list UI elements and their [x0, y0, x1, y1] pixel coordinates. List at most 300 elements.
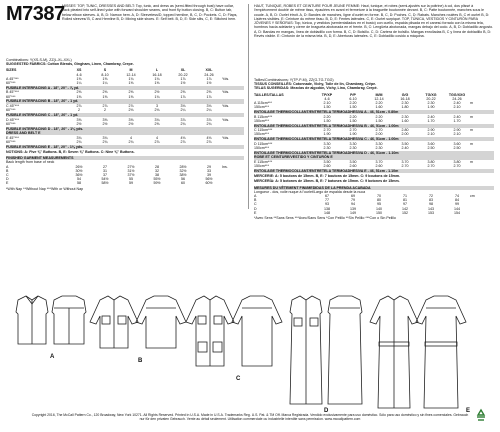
left-unit: Yds.: [222, 117, 230, 122]
left-finished-cell: 29: [207, 164, 211, 169]
left-finished-cell: 38½: [179, 173, 187, 178]
right-finished-unit: [470, 211, 484, 215]
right-finished-title: MESURES DU VÊTEMENT FINI/MEDIDAS DE LA PRENDA ACABADA: [254, 186, 494, 190]
left-cell: 2¾: [180, 121, 186, 126]
left-cell: 2: [78, 108, 80, 113]
left-cell: 2½: [102, 121, 108, 126]
right-cell: 2.60: [349, 164, 357, 169]
left-unit: [222, 122, 236, 126]
right-cell: 1.50: [323, 105, 331, 110]
right-cell: 3.50: [349, 160, 357, 165]
right-cell: 2.00: [401, 132, 409, 137]
right-finished-cell: 74: [455, 194, 459, 199]
right-finished-label: D: [254, 206, 257, 211]
right-cell: 2.20: [323, 114, 331, 119]
right-row-label: E 115cm***: [254, 160, 273, 165]
left-cell: 1⅝: [76, 76, 82, 81]
view-label-e: E: [466, 408, 471, 414]
left-cell: 3: [156, 104, 158, 109]
left-cell: 1⅜: [154, 81, 160, 86]
right-cell: 2.30: [401, 114, 409, 119]
left-cell: 3⅛: [206, 104, 212, 109]
right-cell: 1.50: [349, 105, 357, 110]
left-yardage-row: [6, 81, 244, 85]
right-cell: 1.90: [427, 105, 435, 110]
left-size-3: L: [155, 68, 159, 73]
right-unit: m: [470, 141, 473, 146]
left-finished-title: FINISHED GARMENT MEASUREMENTS: [6, 156, 244, 160]
left-cell: 1¼: [76, 81, 82, 86]
right-cell: 2.50: [427, 146, 435, 151]
right-unit: m: [470, 128, 473, 133]
right-row-label: 150cm***: [254, 164, 269, 169]
left-finished-cell: 58½: [101, 181, 109, 186]
left-cell: 2⅜: [76, 90, 82, 95]
left-cell: 2⅝: [180, 90, 186, 95]
left-nap-note: *With Nap **Without Nap ***With or Without Nap: [6, 186, 84, 191]
view-b-front-drawing: [90, 296, 138, 348]
pattern-number: M7387: [6, 3, 65, 25]
right-cell: 2.40: [453, 114, 461, 119]
right-unit: m: [470, 114, 473, 119]
right-finished-cell: 79: [351, 198, 355, 203]
left-cell: 3¾: [76, 135, 82, 140]
right-cell: 2.40: [427, 114, 435, 119]
right-cell: 2.30: [323, 146, 331, 151]
right-finished-cell: 93: [325, 202, 329, 207]
left-band-row: DRESS AND BELT E: [6, 131, 244, 135]
left-finished-cell: 30½: [75, 168, 83, 173]
right-yardage-row: [254, 119, 494, 123]
right-size-3: G/G: [401, 92, 409, 97]
right-yardage-row: [254, 164, 494, 168]
view-a-back-drawing: [52, 296, 86, 344]
left-finished-cell: 27½: [127, 164, 135, 169]
left-cell: 2⅛: [154, 108, 160, 113]
right-finished-label: A: [254, 194, 257, 199]
right-cell: 3.80: [427, 160, 435, 165]
right-unit: [470, 105, 484, 109]
left-finished-cell: 32½: [179, 168, 187, 173]
left-finished-cell: 55: [129, 177, 133, 182]
left-finished-cell: 37: [103, 173, 107, 178]
right-unit: m: [470, 160, 473, 165]
left-unit: Yds.: [222, 135, 230, 140]
right-finished-cell: 97: [403, 202, 407, 207]
left-row-label: 60"***: [6, 94, 16, 99]
left-cell: 1½: [180, 81, 186, 86]
right-cell: 2.50: [453, 146, 461, 151]
right-size-sub-1: 6-10: [349, 96, 357, 101]
left-cell: 3⅝: [76, 117, 82, 122]
view-e-back-drawing: [416, 296, 466, 408]
left-cell: 2¾: [102, 140, 108, 145]
left-cell: 1⅝: [102, 94, 108, 99]
view-b-back-drawing: [136, 296, 186, 348]
right-cell: 2.20: [349, 114, 357, 119]
right-cell: 2.90: [453, 128, 461, 133]
left-cell: 3¾: [154, 117, 160, 122]
left-cell: 1⅞: [206, 94, 212, 99]
left-unit: [222, 140, 236, 144]
right-row-label: A 115cm***: [254, 101, 272, 106]
right-cell: 1.70: [427, 118, 435, 123]
right-band-row: ENTOILAGE THERMOCOLLANT/ENTRETELA TERMOADHESIVA A - 46, 51cm - 0.80m: [254, 110, 494, 114]
right-metrage-table: [254, 78, 494, 220]
right-finished-cell: 95: [377, 202, 381, 207]
left-finished-unit: Ins.: [222, 164, 228, 169]
right-cell: 2.60: [323, 164, 331, 169]
left-unit: Yds.: [222, 104, 230, 109]
right-cell: 3.60: [453, 141, 461, 146]
left-unit: Yds.: [222, 76, 230, 81]
view-label-c: C: [236, 376, 241, 382]
right-unit: [470, 119, 484, 123]
right-row-label: 150cm***: [254, 118, 269, 123]
left-cell: 4: [130, 135, 132, 140]
left-fabrics: SUGGESTED FABRICS: Cotton Blends, Gingham, Linen, Chambray, Crepe.: [6, 62, 134, 67]
right-finished-cell: 152: [402, 210, 408, 215]
right-band-row: ROBE ET CEINTURE/VESTIDO Y CINTURÓN E: [254, 155, 494, 159]
left-finished-cell: 39: [207, 173, 211, 178]
right-finished-cell: 138: [324, 206, 330, 211]
right-finished-cell: 70: [377, 194, 381, 199]
left-cell: 2¾: [128, 140, 134, 145]
left-cell: 2⅞: [128, 104, 134, 109]
left-yardage-row: [6, 95, 244, 99]
right-row-label: 150cm***: [254, 146, 269, 151]
left-finished-label: C: [6, 173, 9, 178]
right-cell: 2.10: [453, 132, 461, 137]
column-divider: [248, 4, 249, 209]
right-cell: 2.30: [427, 101, 435, 106]
right-finished-cell: 72: [429, 194, 433, 199]
technical-drawings: [0, 292, 500, 414]
right-unit: [470, 164, 484, 168]
view-d-front-drawing: [290, 296, 322, 404]
left-band-row: FUSIBLE INTERFACING C - 18", 20" - 1 yd.: [6, 113, 244, 117]
right-cell: 2.70: [427, 164, 435, 169]
right-finished-cell: 83: [429, 198, 433, 203]
left-finished-label: E: [6, 181, 9, 186]
left-cell: 2: [104, 108, 106, 113]
right-cell: 2.30: [375, 146, 383, 151]
right-cell: 2.90: [427, 128, 435, 133]
right-finished-cell: 153: [428, 210, 434, 215]
left-cell: 2¼: [206, 108, 212, 113]
left-size-sub-0: 4-6: [76, 72, 82, 77]
left-size-sub-4: 20-22: [178, 72, 188, 77]
left-combinations: Combinations: Y(XS-S-M), ZZ(L-XL-XXL): [6, 58, 72, 62]
left-size-sub-1: 8-10: [101, 72, 109, 77]
right-size-sub-2: 12-14: [374, 96, 384, 101]
right-size-1: P/P: [350, 92, 356, 97]
left-finished-label: A: [6, 164, 9, 169]
right-cell: 2.80: [401, 128, 409, 133]
right-cell: 3.70: [375, 160, 383, 165]
left-band-row: FUSIBLE INTERFACING A - 18", 20" - ⅞ yd.: [6, 86, 244, 90]
right-cell: 2.70: [349, 128, 357, 133]
left-cell: 1⅝: [102, 76, 108, 81]
left-row-label: 60"***: [6, 81, 16, 86]
left-finished-label: B: [6, 168, 9, 173]
right-unit: [470, 146, 484, 150]
right-cell: 3.30: [349, 141, 357, 146]
right-cell: 1.70: [453, 118, 461, 123]
left-row-label: A 45"***: [6, 76, 19, 81]
right-cell: 2.20: [349, 101, 357, 106]
right-size-sub-3: 16-18: [400, 96, 410, 101]
right-cell: 1.50: [375, 118, 383, 123]
left-cell: 4⅛: [180, 135, 186, 140]
right-finished-cell: 149: [350, 210, 356, 215]
left-row-label: 60"***: [6, 121, 16, 126]
left-size-2: M: [129, 68, 133, 73]
right-cell: 2.10: [453, 105, 461, 110]
left-cell: 2¾: [76, 140, 82, 145]
right-cell: 3.60: [427, 141, 435, 146]
left-finished-cell: 56: [181, 177, 185, 182]
right-cell: 2.40: [401, 146, 409, 151]
left-cell: 1⅝: [128, 94, 134, 99]
left-cell: 1⅜: [128, 81, 134, 86]
right-finished-cell: 84: [455, 198, 459, 203]
right-cell: 1.90: [349, 132, 357, 137]
right-finished-row: [254, 211, 494, 215]
left-unit: [222, 95, 236, 99]
left-cell: 2¼: [180, 108, 186, 113]
right-unit: [470, 132, 484, 136]
right-size-sub-5: 24-26: [452, 96, 462, 101]
left-band-row: FUSIBLE INTERFACING E - 18", 20" - 1⅛ yds.: [6, 145, 244, 149]
left-band-row: FUSIBLE INTERFACING B - 18", 20" - 1 yd.: [6, 99, 244, 103]
left-row-label: 60"***: [6, 140, 16, 145]
right-finished-cell: 77: [325, 198, 329, 203]
right-finished-cell: 67: [325, 194, 329, 199]
left-finished-cell: 31½: [127, 168, 135, 173]
right-finished-cell: 140: [376, 206, 382, 211]
right-notions: MERCERÍA: A: 5 botones de 15mm. B, E: 7 botones de 15mm. C: 9 botones de 15mm.: [254, 179, 400, 184]
right-cell: 1.90: [323, 132, 331, 137]
right-size-sub-4: 20-22: [426, 96, 436, 101]
left-finished-row: [6, 181, 244, 185]
left-unit: [222, 81, 236, 85]
right-finished-cell: 148: [324, 210, 330, 215]
left-notions: NOTIONS: A: Five ⅝" Buttons. B, E: Seven ⅝" Buttons. C: Nine ⅝" Buttons.: [6, 150, 135, 155]
left-size-4: XL: [180, 68, 186, 73]
right-finished-cell: 144: [454, 206, 460, 211]
right-size-2: M/M: [375, 92, 383, 97]
left-cell: 2⅛: [128, 108, 134, 113]
right-size-5: TGG/XXG: [448, 92, 466, 97]
left-size-sub-3: 16-18: [152, 72, 162, 77]
right-cell: 2.20: [375, 114, 383, 119]
right-row-label: C 115cm***: [254, 128, 273, 133]
left-row-label: 60"***: [6, 108, 16, 113]
left-yardage-row: [6, 140, 244, 144]
left-finished-cell: 26½: [75, 164, 83, 169]
left-cell: 3⅛: [180, 104, 186, 109]
recycle-icon: [474, 408, 488, 422]
right-band-row: ENTOILAGE THERMOCOLLANT/ENTRETELA TERMOADHESIVA B - 46, 51cm - 1.00m: [254, 124, 494, 128]
left-cell: 2⅞: [180, 140, 186, 145]
left-cell: 2⅝: [154, 121, 160, 126]
right-cell: 2.10: [427, 132, 435, 137]
left-cell: 3⅝: [128, 117, 134, 122]
left-yardage-table: [6, 58, 244, 191]
right-row-label: D 115cm***: [254, 141, 273, 146]
view-a-front-drawing: [16, 296, 48, 344]
left-cell: 3¾: [102, 135, 108, 140]
left-finished-cell: 59½: [153, 181, 161, 186]
right-size-4: TG/XG: [425, 92, 437, 97]
left-finished-cell: 56½: [205, 177, 213, 182]
left-cell: 1⅞: [206, 76, 212, 81]
right-cell: 1.50: [323, 118, 331, 123]
right-cell: 2.10: [323, 101, 331, 106]
left-finished-cell: 33: [207, 168, 211, 173]
left-finished-cell: 54½: [101, 177, 109, 182]
right-cell: 2.70: [323, 128, 331, 133]
left-cell: 2⅜: [128, 90, 134, 95]
left-cell: 1¼: [102, 81, 108, 86]
view-label-a: A: [50, 354, 55, 360]
right-cell: 3.30: [375, 141, 383, 146]
left-finished-cell: 37½: [127, 173, 135, 178]
right-row-label: 150cm***: [254, 105, 269, 110]
right-band-row: ENTOILAGE THERMOCOLLANT/ENTRETELA TERMOADHESIVA C - 46, 51cm - 1.00m: [254, 137, 494, 141]
left-cell: 2⅞: [154, 140, 160, 145]
left-cell: 2½: [128, 121, 134, 126]
left-cell: 2½: [76, 121, 82, 126]
left-cell: 4: [156, 135, 158, 140]
right-finished-cell: 69: [351, 194, 355, 199]
left-cell: 1⅝: [76, 94, 82, 99]
left-size-1: S: [103, 68, 107, 73]
view-d-back-drawing: [328, 296, 362, 404]
right-finished-unit: cm: [470, 194, 475, 199]
right-finished-cell: 143: [428, 206, 434, 211]
left-cell: 2⅝: [206, 90, 212, 95]
left-cell: 3⅝: [102, 117, 108, 122]
right-cell: 3.50: [401, 141, 409, 146]
left-finished-cell: 59: [129, 181, 133, 186]
right-cell: 3.30: [323, 141, 331, 146]
right-cell: 2.70: [453, 164, 461, 169]
right-finished-cell: 98: [429, 202, 433, 207]
left-row-label: B 45"***: [6, 90, 19, 95]
right-yardage-row: [254, 146, 494, 150]
right-finished-cell: 80: [377, 198, 381, 203]
right-finished-cell: 150: [376, 210, 382, 215]
right-fabrics-fr: TISSUS CONSEILLÉS: Cotonnade, Vichy, Toile de lin, Chambray, Crêpe.: [254, 82, 377, 87]
left-cell: 1⅞: [180, 76, 186, 81]
right-cell: 3.80: [453, 160, 461, 165]
right-row-label: 150cm***: [254, 132, 269, 137]
left-sizes-label: SIZES: [6, 68, 17, 73]
left-band-row: FUSIBLE INTERFACING D - 18", 20" - 1⅛ yds.: [6, 127, 244, 131]
right-cell: 1.60: [401, 118, 409, 123]
right-row-label: B 115cm***: [254, 114, 273, 119]
right-cell: 1.80: [401, 105, 409, 110]
right-finished-cell: 71: [403, 194, 407, 199]
left-row-label: C 45"***: [6, 104, 20, 109]
right-sizes-label: TAILLES/TALLAS: [254, 92, 284, 97]
left-yardage-row: [6, 108, 244, 112]
view-label-d: D: [324, 408, 329, 414]
right-cell: 2.70: [375, 128, 383, 133]
right-cell: 3.70: [401, 160, 409, 165]
right-finished-sub: Longueur - dos, voile nuque à l'ourlet/Largo de espalda desde la nuca: [254, 189, 366, 194]
view-e-front-drawing: [370, 296, 418, 408]
left-finished-cell: 55½: [153, 177, 161, 182]
left-cell: 2¾: [206, 121, 212, 126]
right-finished-label: C: [254, 202, 257, 207]
left-finished-cell: 54: [77, 177, 81, 182]
right-combinations: Tailles/Combinaisons: Y(TP-P-M), ZZ(G-TG-TGG): [254, 78, 334, 82]
left-finished-cell: 38: [155, 173, 159, 178]
left-cell: 2½: [154, 90, 160, 95]
left-cell: 1⅞: [180, 94, 186, 99]
left-finished-cell: 58: [77, 181, 81, 186]
right-finished-cell: 94: [351, 202, 355, 207]
right-fabrics-es: TELAS SUGERIDAS: Mezclas de algodón, Vichy, Lino, Chambray, Crepé.: [254, 86, 378, 91]
left-cell: 2⅞: [76, 104, 82, 109]
left-unit: [222, 108, 236, 112]
right-cell: 2.40: [453, 101, 461, 106]
right-cell: 1.50: [349, 118, 357, 123]
description-en: MISSES' TOP, TUNIC, DRESSES AND BELT: Top, tunic, and dress as (semi-fitted through bust) have collar, back pleated into self-lined yoke with forward shoulder seams, and front fly button closing. B, C: Button tab, below elbow sleeves. A, B, D: Narrow hem. A, D: Sleeveless/D, topped hemline, B, C, D: Pockets. C, D: Flaps, Rolled sleeves/ B, C and Hemline B, D: Mixing side shoes. E: Self belt. B, D, E: Side slits, C, E: Stitched hem.: [62, 4, 238, 21]
left-size-sub-5: 24-26: [204, 72, 214, 77]
right-cell: 2.20: [375, 101, 383, 106]
left-finished-cell: 31: [103, 168, 107, 173]
left-cell: 1½: [206, 81, 212, 86]
right-cell: 2.60: [375, 164, 383, 169]
right-yardage-row: [254, 132, 494, 136]
right-finished-label: B: [254, 198, 257, 203]
right-cell: 2.30: [349, 146, 357, 151]
right-band-row: ENTOILAGE THERMOCOLLANT/ENTRETELA TERMOADHESIVA D - 46, 51cm - 1.10m: [254, 151, 494, 155]
right-size-sub-0: 4-6: [324, 96, 330, 101]
left-finished-cell: 60½: [205, 181, 213, 186]
left-cell: 3⅞: [180, 117, 186, 122]
left-row-label: D 45"***: [6, 117, 20, 122]
left-cell: 2⅞: [102, 104, 108, 109]
left-cell: 3⅞: [206, 117, 212, 122]
right-cell: 3.50: [323, 160, 331, 165]
right-finished-cell: 154: [454, 210, 460, 215]
right-finished-cell: 142: [402, 206, 408, 211]
right-finished-cell: 81: [403, 198, 407, 203]
left-size-0: XS: [76, 68, 82, 73]
right-finished-label: E: [254, 210, 257, 215]
right-unit: m: [470, 101, 473, 106]
right-cell: 2.30: [401, 101, 409, 106]
left-cell: 2⅜: [102, 90, 108, 95]
left-size-sub-2: 12-14: [126, 72, 136, 77]
right-yardage-row: [254, 105, 494, 109]
view-label-b: B: [138, 358, 143, 364]
right-finished-cell: 99: [455, 202, 459, 207]
left-row-label: E 45"***: [6, 135, 19, 140]
right-cell: 1.60: [375, 105, 383, 110]
left-finished-cell: 60: [181, 181, 185, 186]
left-unit: Yds.: [222, 90, 230, 95]
right-size-0: TP/XP: [321, 92, 333, 97]
left-size-5: XXL: [205, 68, 213, 73]
left-cell: 1¾: [154, 76, 160, 81]
left-cell: 4⅛: [206, 135, 212, 140]
